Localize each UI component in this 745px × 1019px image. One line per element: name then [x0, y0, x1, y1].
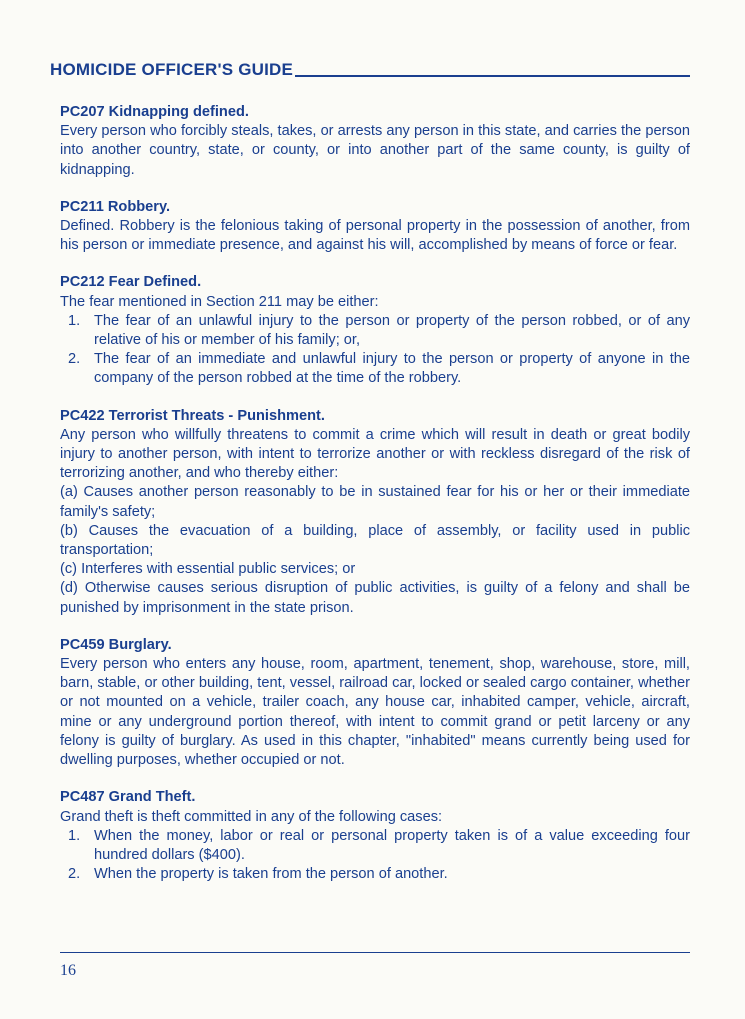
section-pc487: [60, 788, 690, 884]
list-item: [60, 350, 690, 388]
list-item-number: 1.: [68, 827, 81, 844]
page-number: 16: [60, 962, 76, 979]
section-title: PC212 Fear Defined.: [60, 274, 202, 291]
page-header: [50, 60, 690, 80]
section-pc211: [60, 198, 690, 256]
document-body: [60, 103, 690, 902]
section-paragraph: (d) Otherwise causes serious disruption of public activities, is guilty of a felony and shall be punished by imprisonment in the state prison.: [60, 580, 690, 616]
section-paragraph: The fear mentioned in Section 211 may be either:: [60, 293, 379, 310]
list-item-number: 2.: [68, 866, 81, 883]
list-item-text: The fear of an immediate and unlawful injury to the person or property of anyone in the company of the person robbed at the time of the robbery.: [94, 351, 690, 387]
section-paragraph: Every person who forcibly steals, takes, or arrests any person in this state, and carries the person into another country, state, or county, or into another part of the same county, is guilty of kidnapping.: [60, 123, 690, 178]
list-item-text: When the money, labor or real or personal property taken is of a value exceeding four hundred dollars ($400).: [94, 827, 690, 863]
section-paragraph: Defined. Robbery is the felonious taking of personal property in the possession of another, from his person or immediate presence, and against his will, accomplished by means of force or fear.: [60, 218, 690, 254]
list-item-number: 2.: [68, 351, 81, 368]
section-paragraph: (b) Causes the evacuation of a building, place of assembly, or facility used in public transportation;: [60, 522, 690, 559]
section-paragraph: (a) Causes another person reasonably to be in sustained fear for his or her or their immediate family's safety;: [60, 484, 690, 520]
section-title: PC459 Burglary.: [60, 636, 172, 653]
page-title: HOMICIDE OFFICER'S GUIDE: [50, 60, 294, 79]
list-item: [60, 312, 690, 350]
section-title: PC207 Kidnapping defined.: [60, 104, 249, 120]
list-item-text: The fear of an unlawful injury to the person or property of the person robbed, or of any relative of his or member of his family; or,: [94, 312, 690, 349]
footer-rule: [60, 952, 690, 953]
section-pc212: [60, 273, 690, 388]
section-pc459: [60, 636, 690, 770]
section-paragraph: Every person who enters any house, room, apartment, tenement, shop, warehouse, store, mill, barn, stable, or other building, tent, vessel, railroad car, locked or sealed cargo container, whether or not mounted on a vehicle, trailer coach, any house car, inhabited camper, vehicle, aircraft, mine or any underground portion thereof, with intent to commit grand or petit larceny or any felony is guilty of burglary. As used in this chapter, "inhabited" means currently being used for dwelling purposes, whether occupied or not.: [60, 656, 690, 769]
section-paragraph: Grand theft is theft committed in any of the following cases:: [60, 808, 443, 825]
section-pc207: [60, 103, 690, 180]
section-paragraph: Any person who willfully threatens to commit a crime which will result in death or great bodily injury to another person, with intent to terrorize another or with reckless disregard of the risk of terrorizing another, and who thereby either:: [60, 426, 690, 482]
section-title: PC487 Grand Theft.: [60, 789, 196, 806]
list-item: [60, 827, 690, 865]
section-title: PC211 Robbery.: [60, 198, 171, 215]
list-item: [60, 865, 690, 884]
section-title: PC422 Terrorist Threats - Punishment.: [60, 407, 325, 424]
header-rule: [295, 75, 690, 77]
numbered-list: [60, 312, 690, 389]
list-item-text: When the property is taken from the person of another.: [94, 866, 448, 883]
section-pc422: [60, 407, 690, 618]
section-paragraph: (c) Interferes with essential public services; or: [60, 561, 356, 578]
numbered-list: [60, 827, 690, 885]
list-item-number: 1.: [68, 312, 81, 329]
